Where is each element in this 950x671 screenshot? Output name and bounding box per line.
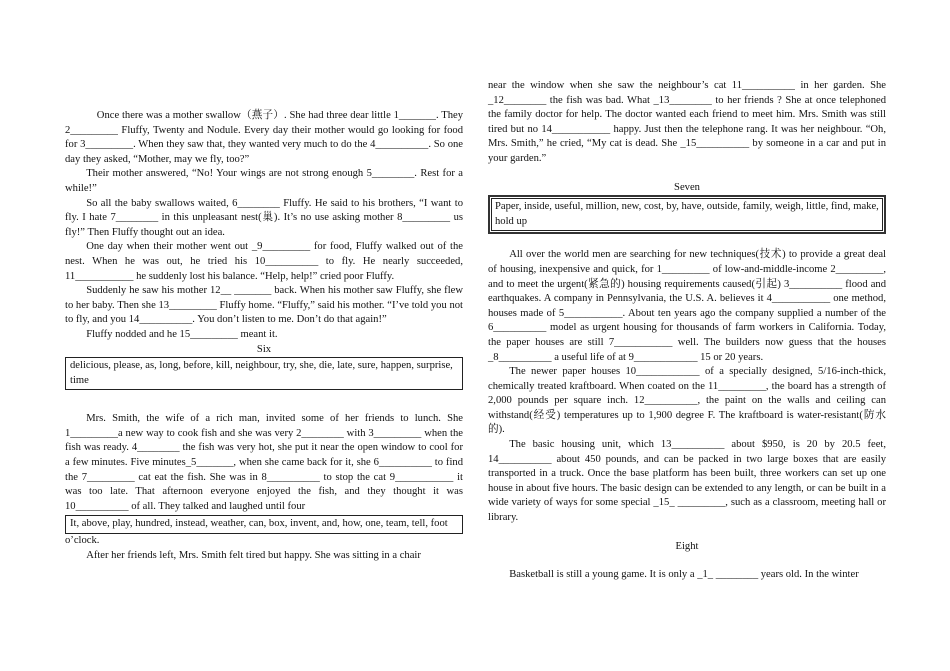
passage5-paragraph-6: Fluffy nodded and he 15_________ meant it. — [86, 328, 278, 340]
passage5-paragraph-1: Once there was a mother swallow（燕子）. She had three dear little 1_______. They 2_________ Fluffy, Twenty and Nodule. Every day their mother would go looking for food for 3_________. When they saw that, they wanted very much to do the 4__________. So one day they asked, “Mother, may we fly, too?” — [65, 110, 463, 165]
passage8-paragraph-1: Basketball is still a young game. It is only a _1_ ________ years old. In the winter — [509, 569, 859, 581]
six-word-box: delicious, please, as, long, before, kill, neighbour, try, she, die, late, sure, happen, surprise, time — [65, 357, 463, 390]
seven-word-box — [488, 195, 886, 234]
section-seven-heading: Seven — [674, 181, 700, 193]
passage5-paragraph-3: So all the baby swallows waited, 6________ Fluffy. He said to his brothers, “I want to fly. I hate 7________ in this unpleasant nest(巢). It’s no use asking mother 8_________ us fly!” Then Fluffy thought out an idea. — [65, 197, 463, 238]
passage7-paragraph-3: The basic housing unit, which 13__________ about $950, is 20 by 20.5 feet, 14__________ about 450 pounds, and can be packed in two large boxes that are easily transported in a truck. Once the base platform has been built, three workers can set up one house in about five hours. The basic design can be extended to any length, or can be built in a wide variety of ways for some special _15_ _________, such as a classroom, meeting hall or library. — [488, 439, 886, 524]
passage6-paragraph-1: Mrs. Smith, the wife of a rich man, invited some of her friends to lunch. She 1_________a new way to cook fish and she was very 2________ with 3_________ when the fish was ready. 4________ the fish was very hot, she put it near the open window to cool for a few minutes. Five minutes_5_______, when she came back for it, she 6__________ to find the 7_________ cat eat the fish. She was in 8__________ to stop the cat 9___________ it was too late. That afternoon everyone enjoyed the fish, and they thought it was 10__________ of all. They talked and laughed until four — [65, 413, 463, 512]
passage6-continuation: o’clock. — [65, 535, 100, 547]
overlay-word-box: It, above, play, hundred, instead, weather, can, box, invent, and, how, one, team, tell, foot — [65, 515, 463, 534]
section-eight-heading: Eight — [675, 540, 699, 552]
passage6-paragraph-2: After her friends left, Mrs. Smith felt tired but happy. She was sitting in a chair — [86, 549, 421, 561]
seven-word-box-text: Paper, inside, useful, million, new, cost, by, have, outside, family, weigh, little, find, make, hold up — [491, 198, 883, 231]
left-column — [65, 0, 463, 563]
passage5-paragraph-5: Suddenly he saw his mother 12__ _______ back. When his mother saw Fluffy, she flew to her baby. Then she 13_________ Fluffy home. “Fluffy,” said his mother. “I’ve told you not to fly, and you 14__________. You don’t listen to me. Don’t do that again!” — [65, 285, 463, 326]
passage5-paragraph-4: One day when their mother went out _9_________ for food, Fluffy walked out of the nest. When he was out, he tried his 10__________ to fly. He nearly succeeded, 11___________ he suddenly lost his balance. “Help, help!” cried poor Fluffy. — [65, 241, 463, 282]
passage7-paragraph-2: The newer paper houses 10____________ of a specially designed, 5/16-inch-thick, chemically treated kraftboard. When coated on the 11_________, the board has a strength of 2,000 pounds per square inch. 12__________, the paint on the walls and ceiling can withstand(经受) temperatures up to 1,900 degree F. The kraftboard is water-resistant(防水的). — [488, 366, 886, 436]
passage7-paragraph-1: All over the world men are searching for new techniques(技术) to provide a great deal of housing, inexpensive and quick, for 1_________ of low-and-middle-income 2_________, and to meet the urgent(紧急的) housing requirements caused(引起) 3__________ flood and earthquakes. A company in Pennsylvania, the U.S. A. believes it 4___________ one method, houses made of 5___________. About ten years ago the company supplied a number of the 6__________ model as urgent housing for thousands of farm workers in California. Today, the paper houses are still 7___________ well. The builders now guess that the houses _8__________ a useful life of at 9____________ 15 or 20 years. — [488, 249, 886, 363]
passage6-paragraph-cont: near the window when she saw the neighbour’s cat 11__________ in her garden. She _12________ the fish was bad. What _13________ to her friends ? She at once telephoned the family doctor for help. The doctor wanted each friend to meet him. Mrs. Smith was still tired but no 14___________ happy. Just then the telephone rang. It was her neighbour. “Oh, Mrs. Smith,” he cried, “My cat is dead. She _15__________ by someone in a car and put in your garden.” — [488, 80, 886, 164]
section-six-heading: Six — [256, 343, 272, 355]
right-column — [488, 0, 886, 583]
passage5-paragraph-2: Their mother answered, “No! Your wings are not strong enough 5________. Rest for a while!” — [65, 168, 463, 194]
